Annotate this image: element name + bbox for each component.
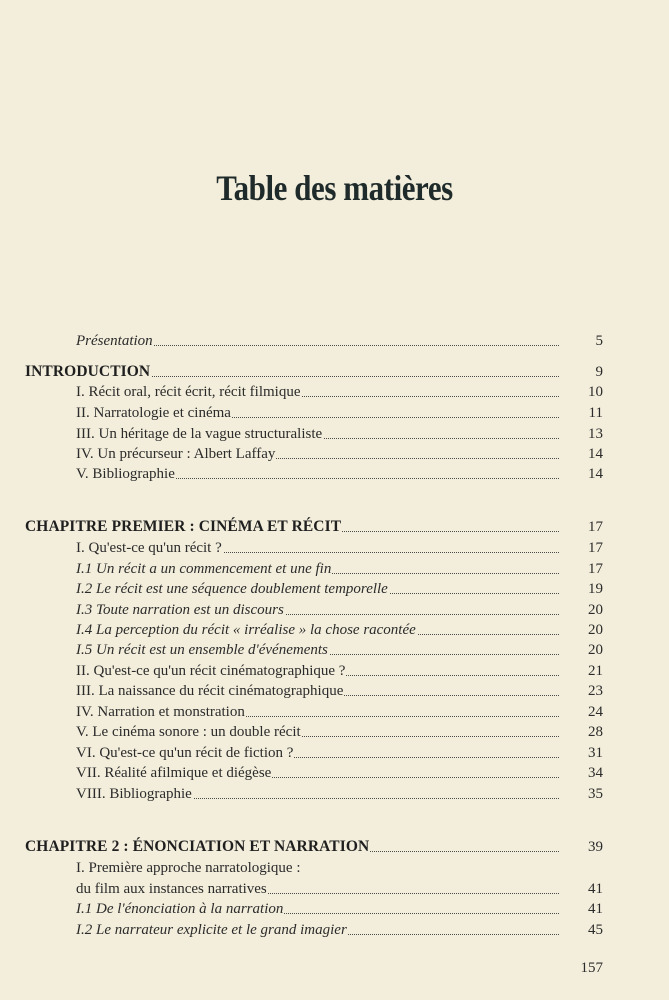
toc-entry-title: VII. Réalité afilmique et diégèse — [76, 765, 272, 781]
toc-entry-page: 23 — [588, 683, 603, 699]
toc-entry — [0, 743, 669, 763]
toc-entry-title: I.2 Le récit est une séquence doublement temporelle — [76, 581, 388, 597]
toc-entry-page: 20 — [588, 622, 603, 638]
toc-entry-title: VI. Qu'est-ce qu'un récit de fiction ? — [76, 745, 294, 761]
toc-entry — [0, 559, 669, 579]
toc-entry-page: 13 — [588, 426, 603, 442]
toc-entry — [0, 464, 669, 484]
toc-entry — [0, 579, 669, 599]
toc-entry-page: 9 — [595, 364, 603, 380]
toc-entry-title: V. Le cinéma sonore : un double récit — [76, 724, 301, 740]
toc-entry-title: I. Récit oral, récit écrit, récit filmique — [76, 384, 301, 400]
toc-entry-title: II. Qu'est-ce qu'un récit cinématographique ? — [76, 663, 346, 679]
toc-entry — [0, 661, 669, 681]
toc-entry — [0, 722, 669, 742]
toc-entry-page: 28 — [588, 724, 603, 740]
page-number: 157 — [580, 960, 603, 976]
toc-entry-page: 20 — [588, 602, 603, 618]
toc-entry — [0, 331, 669, 351]
toc-entry — [0, 444, 669, 464]
toc-entry — [0, 620, 669, 640]
toc-entry — [0, 899, 669, 919]
toc-entry-page: 24 — [588, 704, 603, 720]
toc-entry-title: VIII. Bibliographie — [76, 786, 192, 802]
page-title: Table des matières — [216, 168, 453, 208]
toc-entry-page: 17 — [588, 519, 603, 535]
toc-entry-page: 31 — [588, 745, 603, 761]
toc-entry — [0, 600, 669, 620]
toc-entry-title: I.5 Un récit est un ensemble d'événements — [76, 642, 328, 658]
toc-entry — [0, 858, 669, 878]
toc-entry — [0, 920, 669, 940]
toc-entry-title: III. Un héritage de la vague structuraliste — [76, 426, 323, 442]
toc-entry-title: IV. Narration et monstration — [76, 704, 245, 720]
toc-entry-title: INTRODUCTION — [25, 363, 151, 380]
toc-entry-title: I.2 Le narrateur explicite et le grand imagier — [76, 922, 347, 938]
toc-entry-page: 10 — [588, 384, 603, 400]
toc-entry — [0, 382, 669, 402]
toc-entry-page: 35 — [588, 786, 603, 802]
toc-entry-page: 17 — [588, 540, 603, 556]
toc-entry-page: 11 — [588, 405, 603, 421]
toc-entry-title: I. Qu'est-ce qu'un récit ? — [76, 540, 222, 556]
toc-entry-page: 14 — [588, 446, 603, 462]
toc-entry-title: II. Narratologie et cinéma — [76, 405, 231, 421]
toc-entry — [0, 702, 669, 722]
toc-entry — [0, 424, 669, 444]
toc-entry-page: 20 — [588, 642, 603, 658]
toc-entry-title: CHAPITRE PREMIER : CINÉMA ET RÉCIT — [25, 518, 342, 535]
toc-entry — [0, 879, 669, 899]
toc-entry-page: 41 — [588, 881, 603, 897]
toc-entry — [0, 640, 669, 660]
dot-leader — [86, 345, 559, 346]
toc-entry-page: 14 — [588, 466, 603, 482]
toc-entry-page: 41 — [588, 901, 603, 917]
toc-entry-page: 21 — [588, 663, 603, 679]
toc-entry-page: 17 — [588, 561, 603, 577]
toc-entry — [0, 517, 669, 537]
toc-entry-page: 19 — [588, 581, 603, 597]
toc-entry-page: 34 — [588, 765, 603, 781]
toc-entry-title: I.1 Un récit a un commencement et une fin — [76, 561, 332, 577]
toc-entry — [0, 837, 669, 857]
toc-entry-title: CHAPITRE 2 : ÉNONCIATION ET NARRATION — [25, 838, 370, 855]
toc-entry-title: III. La naissance du récit cinématographique — [76, 683, 344, 699]
toc-entry — [0, 763, 669, 783]
toc-entry — [0, 362, 669, 382]
toc-entry-title: IV. Un précurseur : Albert Laffay — [76, 446, 276, 462]
toc-entry-page: 45 — [588, 922, 603, 938]
toc-entry-page: 39 — [588, 839, 603, 855]
toc-entry — [0, 681, 669, 701]
toc-entry-title: I.1 De l'énonciation à la narration — [76, 901, 284, 917]
toc-entry-title: I.4 La perception du récit « irréalise » la chose racontée — [76, 622, 416, 638]
toc-entry — [0, 403, 669, 423]
toc-entry-page: 5 — [595, 333, 603, 349]
toc-entry — [0, 538, 669, 558]
toc-entry — [0, 784, 669, 804]
toc-entry-title: V. Bibliographie — [76, 466, 175, 482]
toc-entry-title: I. Première approche narratologique : — [76, 860, 301, 876]
toc-entry-title: Présentation — [76, 333, 153, 349]
toc-entry-title: du film aux instances narratives — [76, 881, 267, 897]
toc-entry-title: I.3 Toute narration est un discours — [76, 602, 284, 618]
